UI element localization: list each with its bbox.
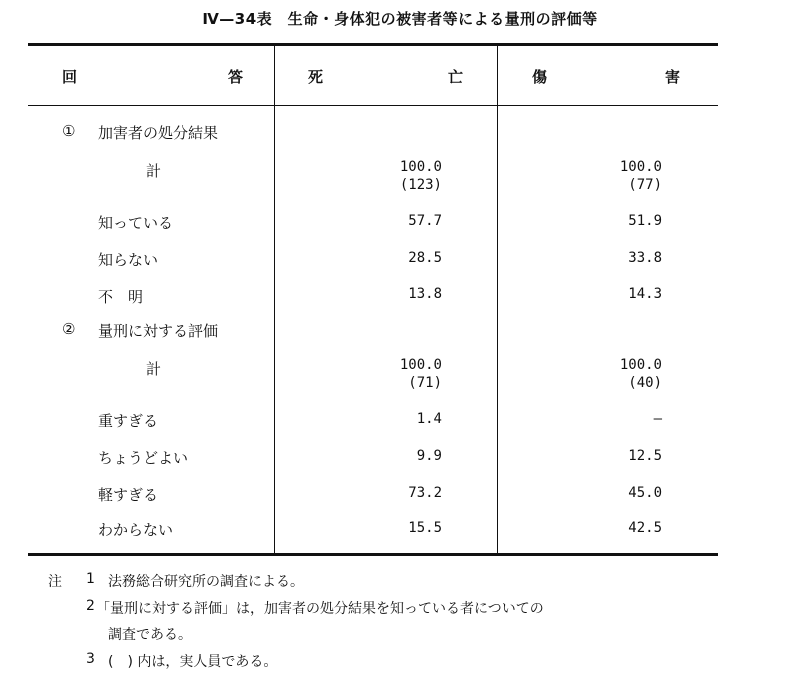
- section2-total-injury-count: (40): [628, 375, 662, 391]
- note-1-number: 1: [86, 571, 95, 587]
- section2-total-injury: [600, 356, 662, 392]
- table-row-label: 知っている: [98, 214, 174, 232]
- note-3-text: ( ) 内は，実人員である。: [108, 654, 278, 670]
- table-row-death: 73.2: [408, 485, 442, 501]
- table-row-injury: 12.5: [628, 448, 662, 464]
- section2-marker: ②: [62, 320, 76, 338]
- section2-total-death: [380, 356, 442, 392]
- table-row-label: ちょうどよい: [98, 449, 189, 467]
- note-2-number: 2: [86, 598, 95, 614]
- table-row-injury: 33.8: [628, 250, 662, 266]
- note-2-text-line2: 調査である。: [108, 627, 192, 643]
- column-divider-2: [497, 46, 498, 553]
- section2-total-injury-value: 100.0: [619, 357, 662, 373]
- note-1-text: 法務総合研究所の調査による。: [108, 574, 304, 590]
- section1-total-death: [380, 158, 442, 194]
- table-row-label: わからない: [98, 521, 174, 539]
- table-row-label: 知らない: [98, 251, 159, 269]
- header-answer-1: 回: [62, 68, 78, 86]
- section2-total-label: 計: [146, 360, 162, 378]
- table-row-injury: 45.0: [628, 485, 662, 501]
- section1-label: 加害者の処分結果: [98, 124, 219, 142]
- table-title: Ⅳ—34表 生命・身体犯の被害者等による量刑の評価等: [202, 10, 598, 28]
- section1-total-injury: [600, 158, 662, 194]
- section1-total-injury-count: (77): [628, 177, 662, 193]
- section2-total-death-value: 100.0: [399, 357, 442, 373]
- table-row-label: 不 明: [98, 288, 144, 306]
- notes-prefix: 注: [48, 574, 62, 590]
- section1-total-death-value: 100.0: [399, 159, 442, 175]
- header-death-2: 亡: [448, 68, 464, 86]
- table-row-injury: 42.5: [628, 520, 662, 536]
- table-row-injury: —: [653, 411, 662, 427]
- table-row-death: 13.8: [408, 286, 442, 302]
- table-row-label: 軽すぎる: [98, 486, 159, 504]
- header-injury-1: 傷: [532, 68, 548, 86]
- column-divider-1: [274, 46, 275, 553]
- table-row-death: 1.4: [416, 411, 442, 427]
- table-row-label: 重すぎる: [98, 412, 159, 430]
- table-row-death: 9.9: [416, 448, 442, 464]
- table-row-injury: 51.9: [628, 213, 662, 229]
- table-row-death: 15.5: [408, 520, 442, 536]
- top-rule: [28, 43, 718, 46]
- note-3-number: 3: [86, 651, 95, 667]
- section1-total-death-count: (123): [399, 177, 442, 193]
- table-row-injury: 14.3: [628, 286, 662, 302]
- section1-marker: ①: [62, 122, 76, 140]
- section1-total-label: 計: [146, 162, 162, 180]
- header-rule: [28, 105, 718, 106]
- header-injury-2: 害: [665, 68, 681, 86]
- bottom-rule: [28, 553, 718, 556]
- header-death-1: 死: [308, 68, 324, 86]
- table-row-death: 28.5: [408, 250, 442, 266]
- header-answer-2: 答: [228, 68, 244, 86]
- table-row-death: 57.7: [408, 213, 442, 229]
- section1-total-injury-value: 100.0: [619, 159, 662, 175]
- section2-label: 量刑に対する評価: [98, 322, 219, 340]
- note-2-text-line1: 「量刑に対する評価」は，加害者の処分結果を知っている者についての: [96, 601, 544, 617]
- section2-total-death-count: (71): [408, 375, 442, 391]
